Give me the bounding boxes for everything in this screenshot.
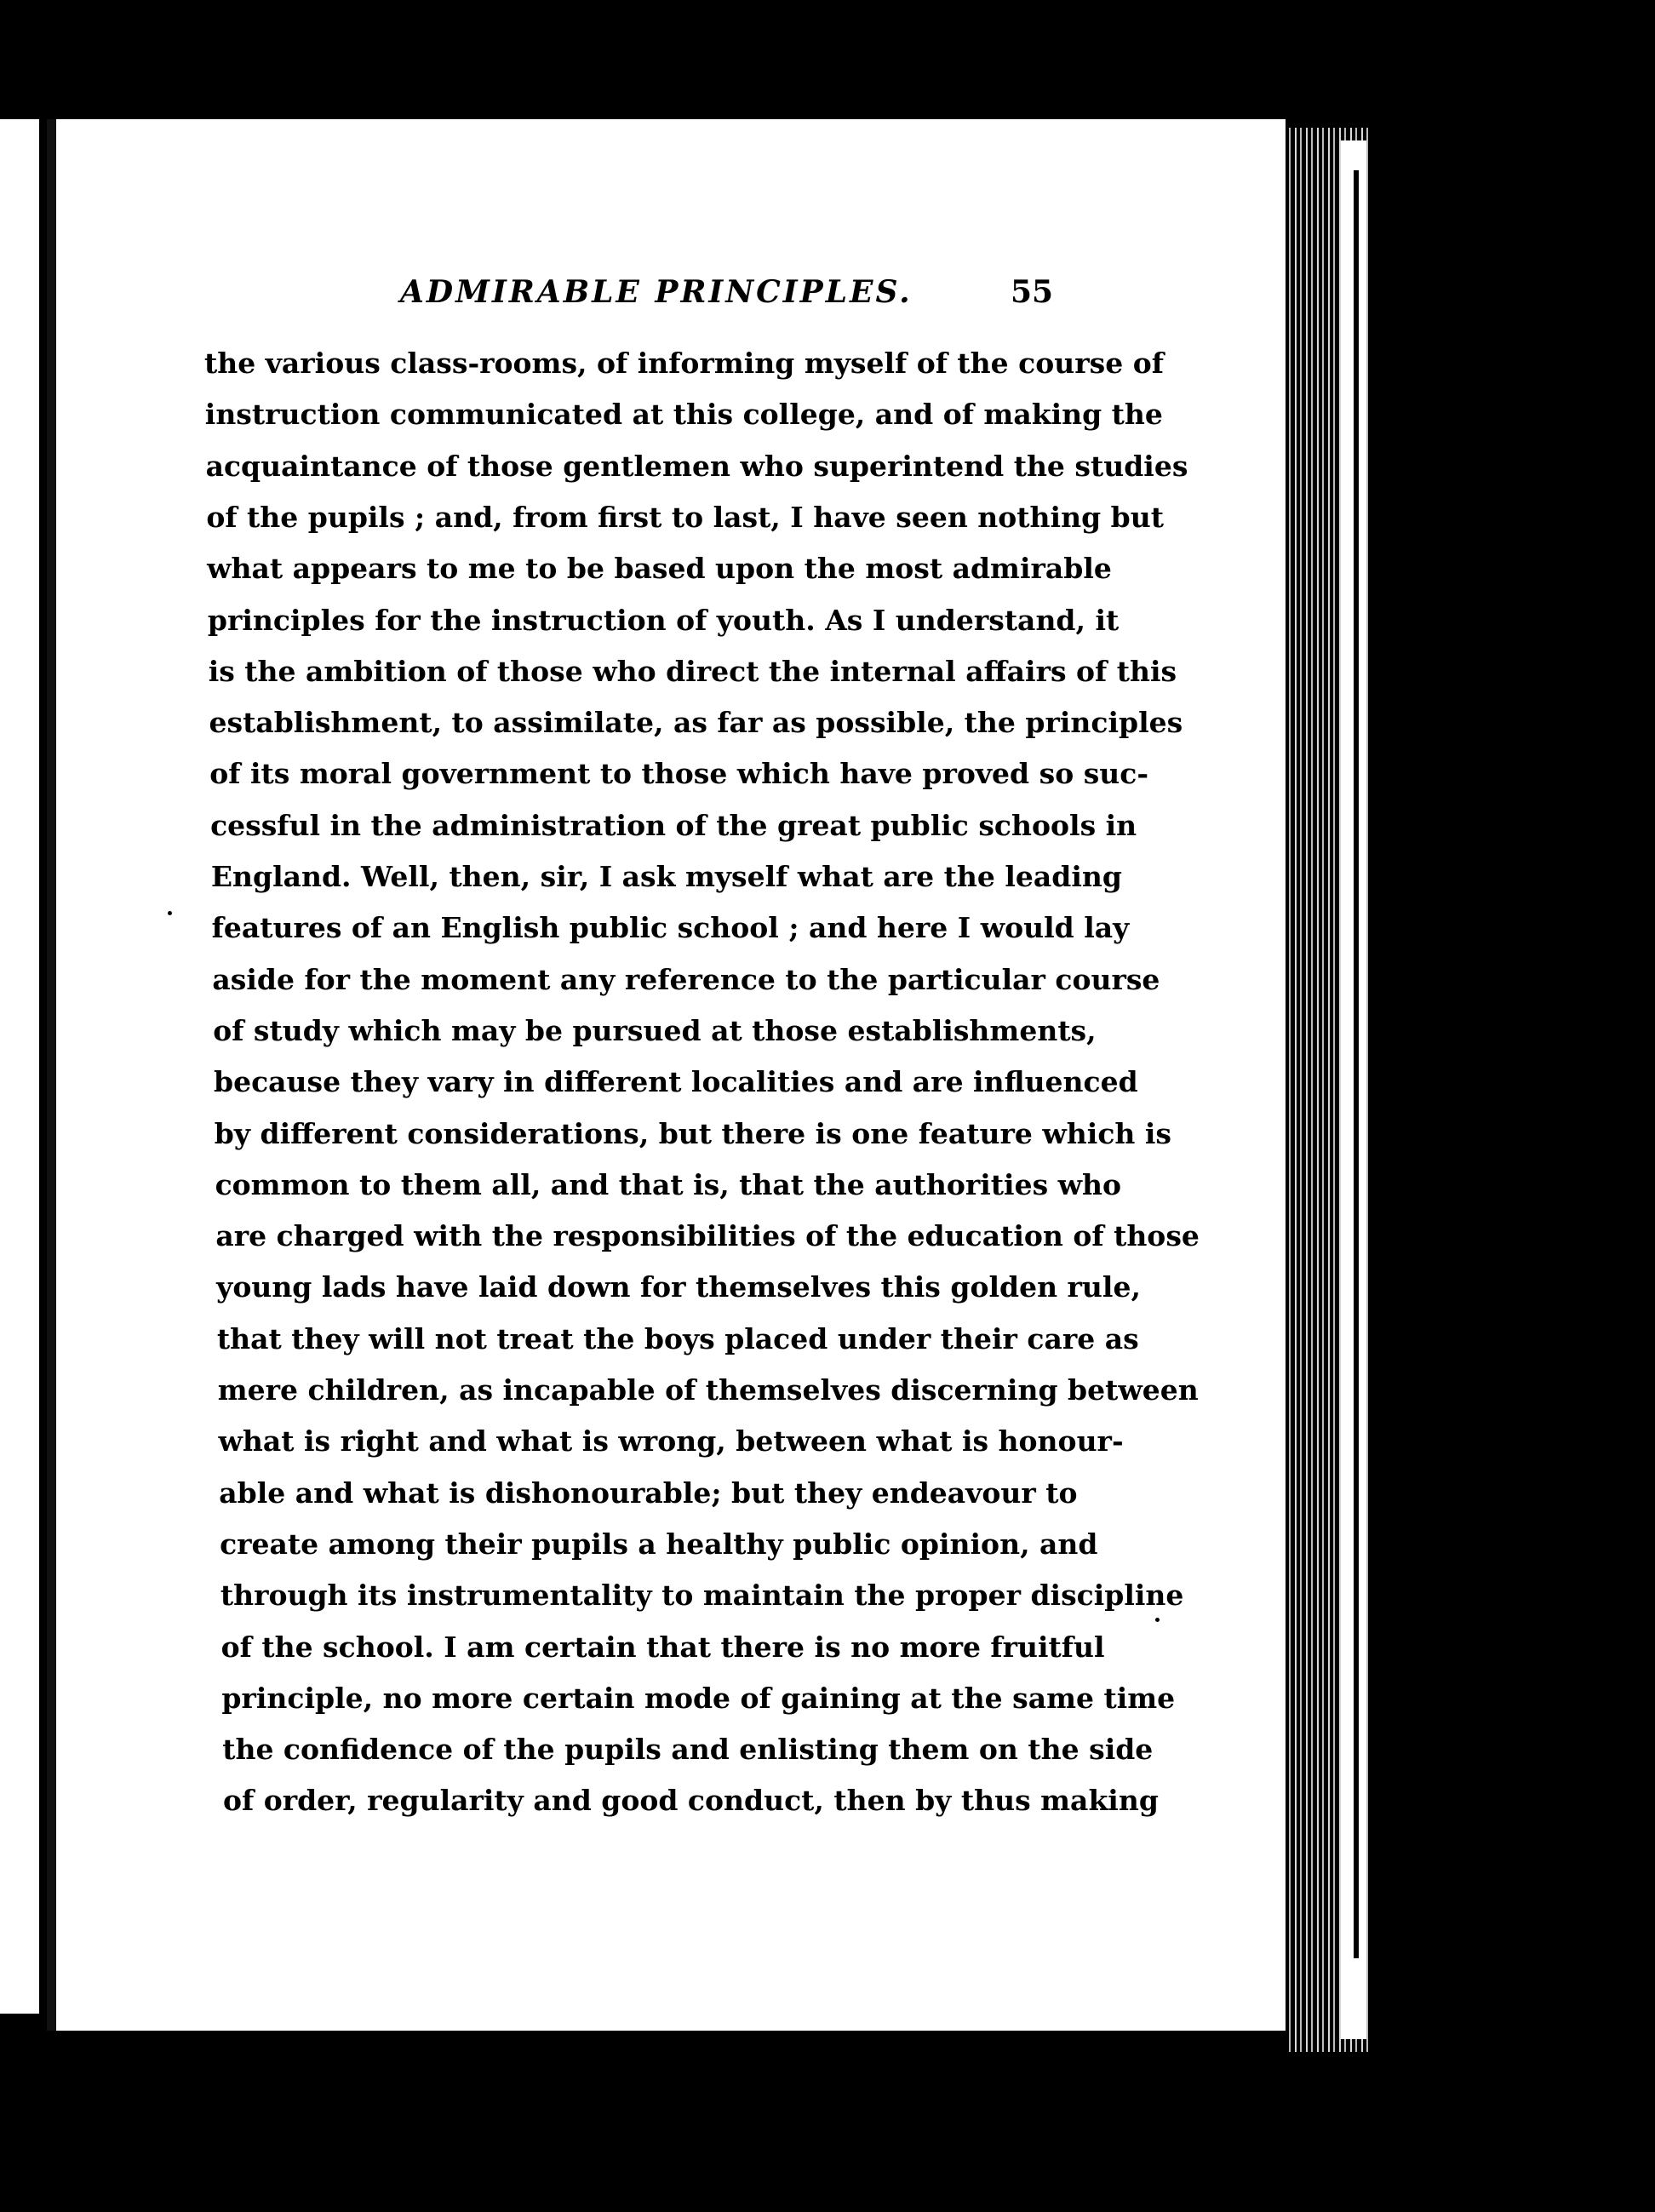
ink-speck (1155, 1618, 1160, 1622)
text-line: principles for the instruction of youth. As I understand, it (207, 603, 1120, 637)
text-line: establishment, to assimilate, as far as possible, the principles (209, 706, 1183, 740)
text-line: mere children, as incapable of themselves discerning between (217, 1373, 1199, 1407)
left-page-edge (0, 119, 39, 2014)
text-line: young lads have laid down for themselves this golden rule, (216, 1270, 1141, 1304)
text-line: that they will not treat the boys placed under their care as (216, 1321, 1139, 1355)
text-line: through its instrumentality to maintain the proper discipline (220, 1579, 1184, 1613)
text-line: of the school. I am certain that there is no more fruitful (220, 1630, 1105, 1664)
page-number: 55 (1011, 274, 1054, 310)
text-line: common to them all, and that is, that the authorities who (215, 1167, 1122, 1201)
running-head: ADMIRABLE PRINCIPLES. (400, 274, 913, 310)
text-line: of its moral government to those which have proved so suc- (209, 757, 1149, 791)
text-line: England. Well, then, sir, I ask myself what are the leading (210, 860, 1122, 893)
text-line: cessful in the administration of the great public schools in (210, 808, 1137, 842)
text-line: the confidence of the pupils and enlisting them on the side (222, 1733, 1154, 1767)
text-line: principle, no more certain mode of gaining at the same time (221, 1681, 1176, 1715)
text-line: what is right and what is wrong, between what is honour- (218, 1424, 1124, 1458)
right-page-strip-line (1354, 170, 1359, 1958)
text-line: the various class-rooms, of informing myself of the course of (204, 347, 1164, 380)
text-line: of study which may be pursued at those establishments, (213, 1013, 1097, 1047)
text-line: of the pupils ; and, from first to last, I have seen nothing but (206, 500, 1164, 534)
text-line: because they vary in different localities and are influenced (214, 1065, 1138, 1099)
text-line: what appears to me to be based upon the most admirable (207, 552, 1112, 586)
text-line: able and what is dishonourable; but they endeavour to (219, 1476, 1078, 1510)
text-line: are charged with the responsibilities of the education of those (215, 1219, 1200, 1253)
ink-speck (168, 911, 172, 915)
ink-speck (1477, 1303, 1484, 1306)
text-line: instruction communicated at this college, and of making the (204, 398, 1163, 432)
text-line: of order, regularity and good conduct, then by thus making (223, 1784, 1159, 1818)
text-line: by different considerations, but there is one feature which is (214, 1116, 1172, 1150)
page-gutter-shadow (47, 119, 56, 2031)
text-line: create among their pupils a healthy public opinion, and (220, 1527, 1098, 1561)
text-line: features of an English public school ; and here I would lay (211, 911, 1130, 945)
text-line: aside for the moment any reference to the particular course (212, 962, 1160, 996)
text-line: acquaintance of those gentlemen who superintend the studies (205, 449, 1188, 483)
text-line: is the ambition of those who direct the internal affairs of this (208, 654, 1177, 688)
